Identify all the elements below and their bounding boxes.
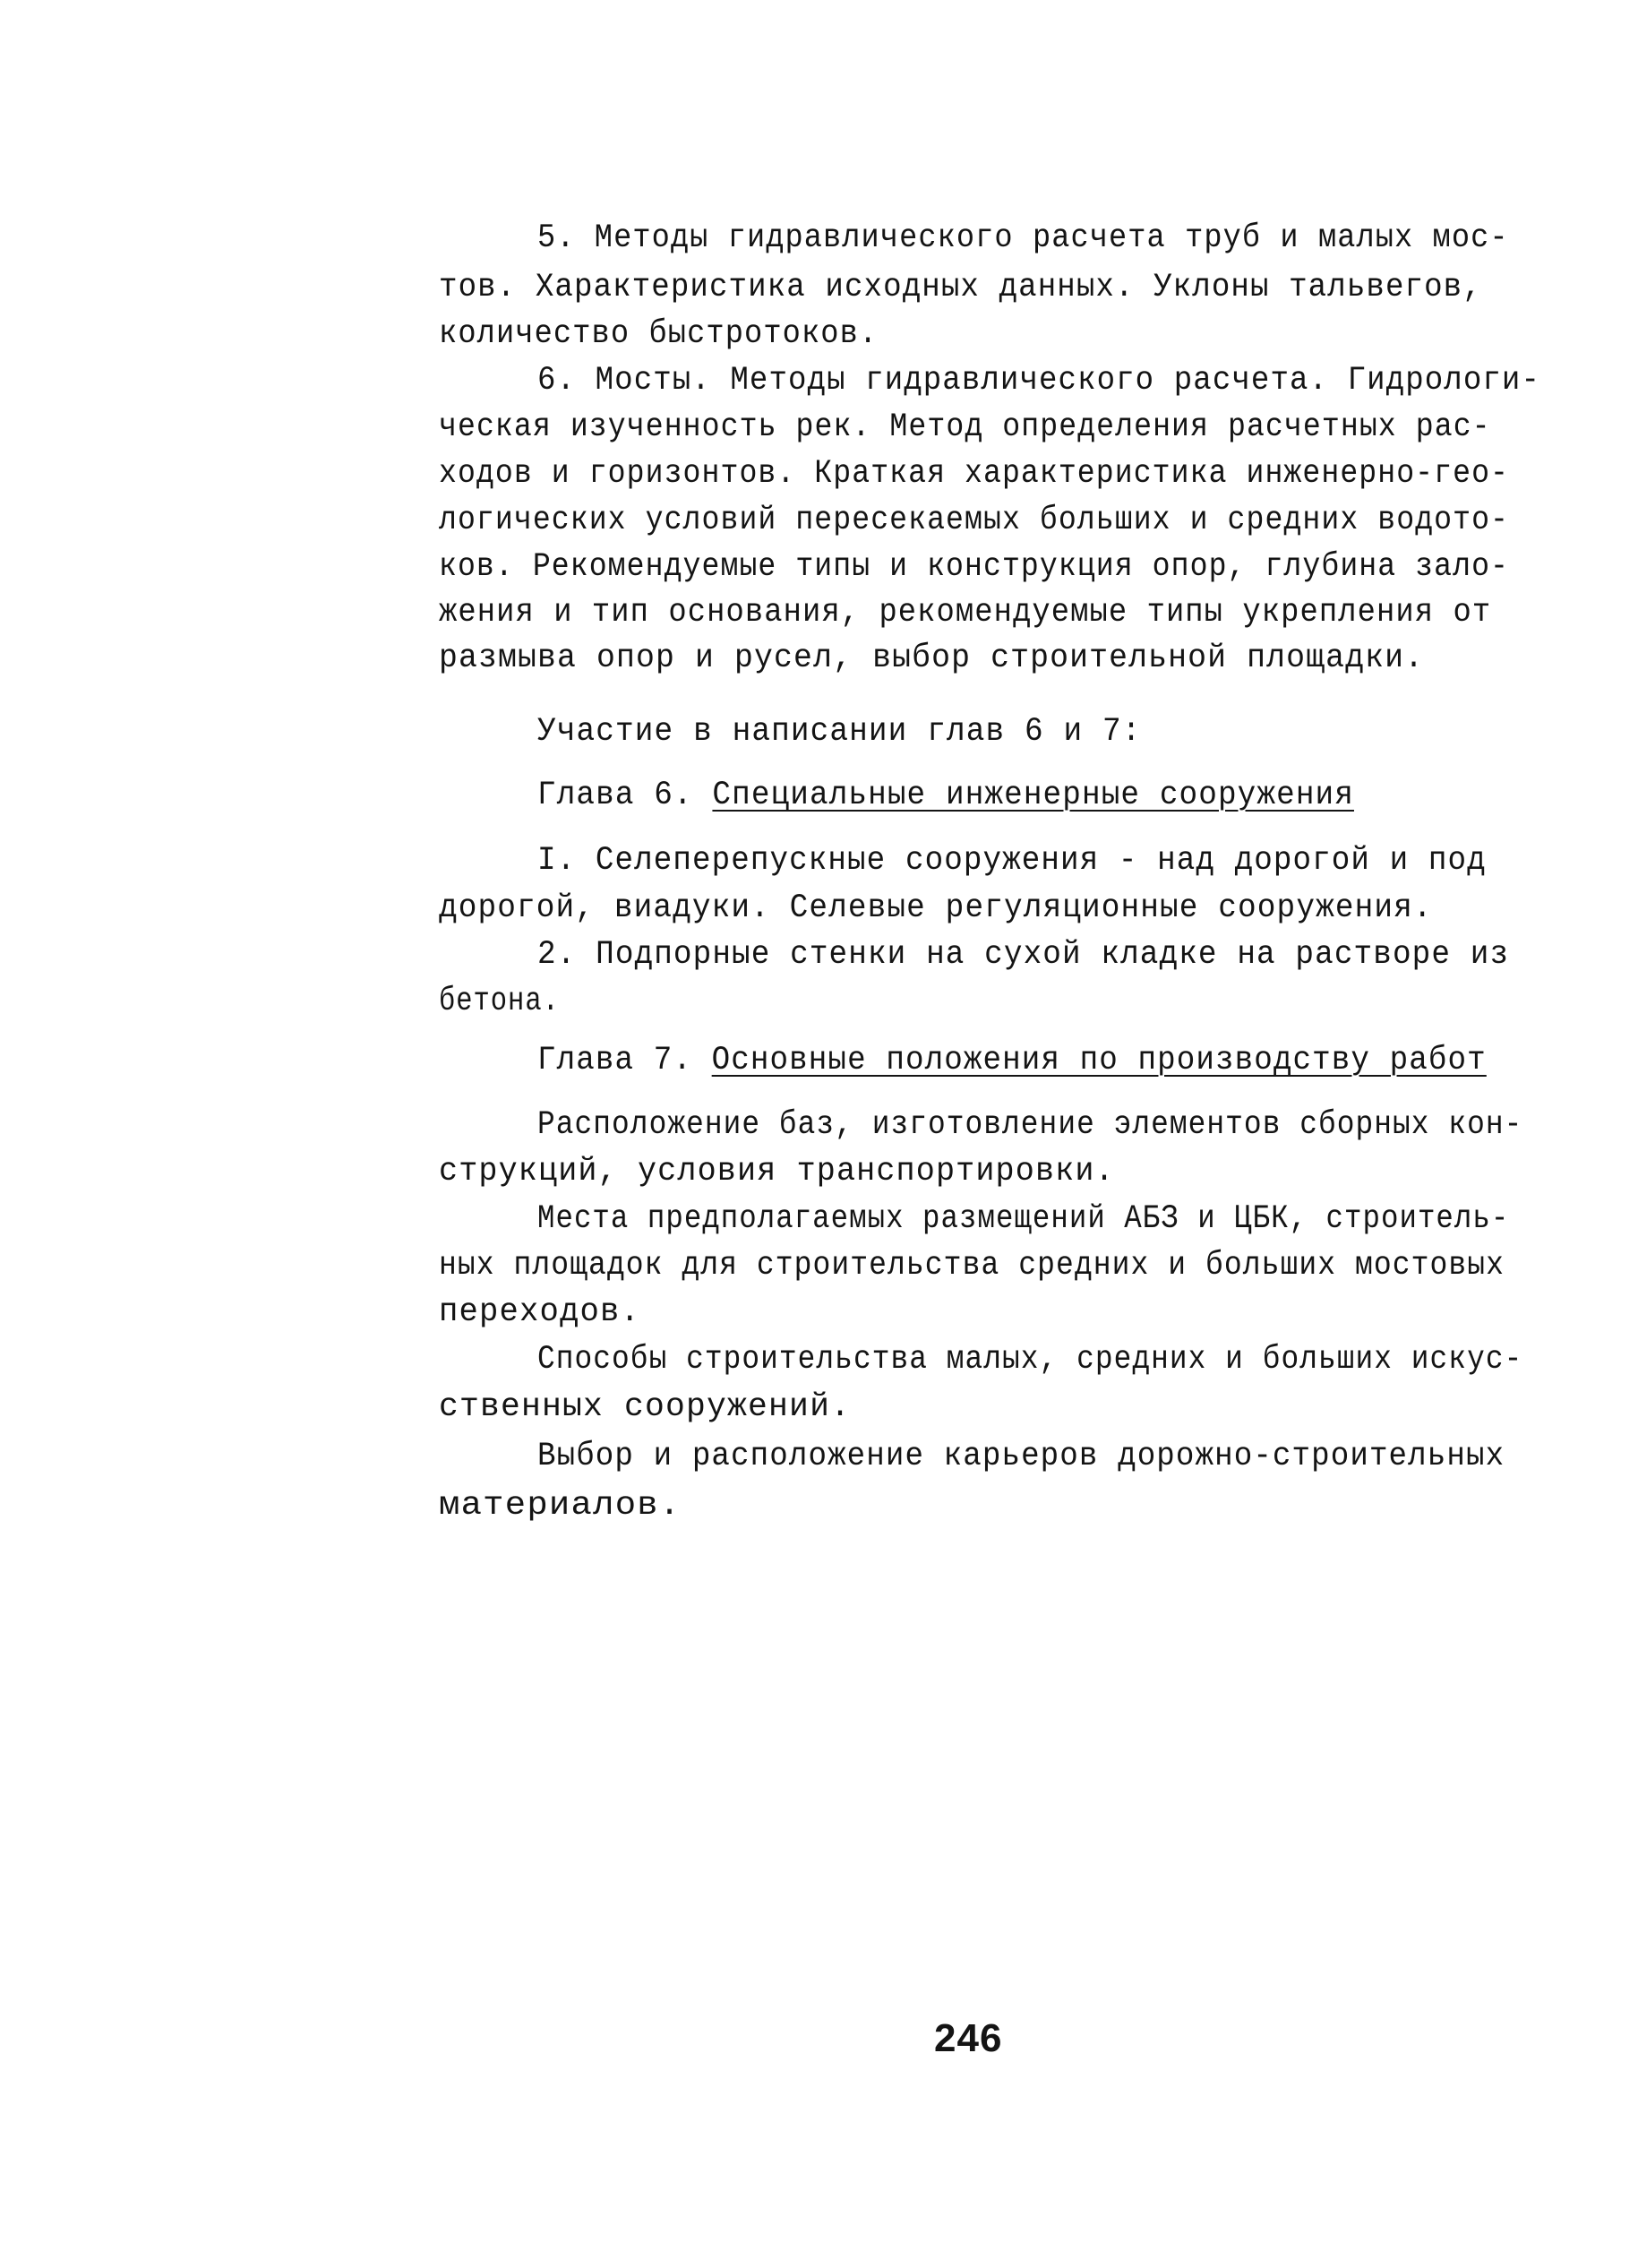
section-6-line-1: 6. Мосты. Методы гидравлического расчета. Гидрологи-	[537, 362, 1540, 399]
chapter-7-para-1-line-1: Расположение баз, изготовление элементов сборных кон-	[537, 1106, 1523, 1144]
chapter-6-item-1-line-1: I. Селеперепускные сооружения - над дорогой и под	[537, 842, 1487, 880]
chapter-6-item-1-line-2: дорогой, виадуки. Селевые регуляционные сооружения.	[439, 889, 1433, 927]
chapter-7-para-3-line-2: ственных сооружений.	[439, 1388, 852, 1426]
chapter-6-title: Специальные инженерные сооружения	[712, 777, 1354, 814]
chapter-6-item-2-line-1: 2. Подпорные стенки на сухой кладке на растворе из	[537, 936, 1510, 974]
chapter-7-para-3-line-1: Способы строительства малых, средних и больших искус-	[537, 1341, 1523, 1379]
section-6-line-4: логических условий пересекаемых больших и средних водото-	[439, 502, 1510, 539]
chapter-7-para-1-line-2: струкций, условия транспортировки.	[439, 1153, 1115, 1190]
chapter-6-heading	[537, 779, 1354, 812]
section-5-line-1: 5. Методы гидравлического расчета труб и малых мос-	[537, 219, 1509, 257]
chapter-7-para-4-line-1: Выбор и расположение карьеров дорожно-строительных	[537, 1438, 1505, 1475]
section-6-line-6: жения и тип основания, рекомендуемые типы укрепления от	[439, 594, 1492, 631]
chapter-7-title: Основные положения по производству работ	[711, 1042, 1487, 1079]
section-6-line-5: ков. Рекомендуемые типы и конструкция опор, глубина зало-	[439, 548, 1510, 586]
participation-heading: Участие в написании глав 6 и 7:	[537, 713, 1142, 751]
section-5-line-2: тов. Характеристика исходных данных. Уклоны тальвегов,	[439, 269, 1482, 306]
chapter-7-para-2-line-3: переходов.	[439, 1293, 641, 1331]
chapter-6-prefix: Глава 6.	[537, 777, 713, 814]
chapter-7-para-4-line-2: материалов.	[439, 1487, 682, 1525]
chapter-7-para-2-line-1: Места предполагаемых размещений АБЗ и ЦБК, строитель-	[537, 1200, 1510, 1238]
page-number: 246	[934, 2016, 1003, 2060]
section-6-line-7: размыва опор и русел, выбор строительной площадки.	[439, 640, 1425, 677]
chapter-6-item-2-line-2: бетона.	[439, 983, 560, 1020]
section-6-line-2: ческая изученность рек. Метод определения расчетных рас-	[439, 408, 1491, 446]
chapter-7-para-2-line-2: ных площадок для строительства средних и больших мостовых	[439, 1247, 1505, 1284]
section-6-line-3: ходов и горизонтов. Краткая характеристика инженерно-гео-	[439, 455, 1510, 493]
chapter-7-heading	[537, 1044, 1487, 1078]
chapter-7-prefix: Глава 7.	[537, 1042, 712, 1079]
section-5-line-3: количество быстротоков.	[439, 315, 879, 353]
